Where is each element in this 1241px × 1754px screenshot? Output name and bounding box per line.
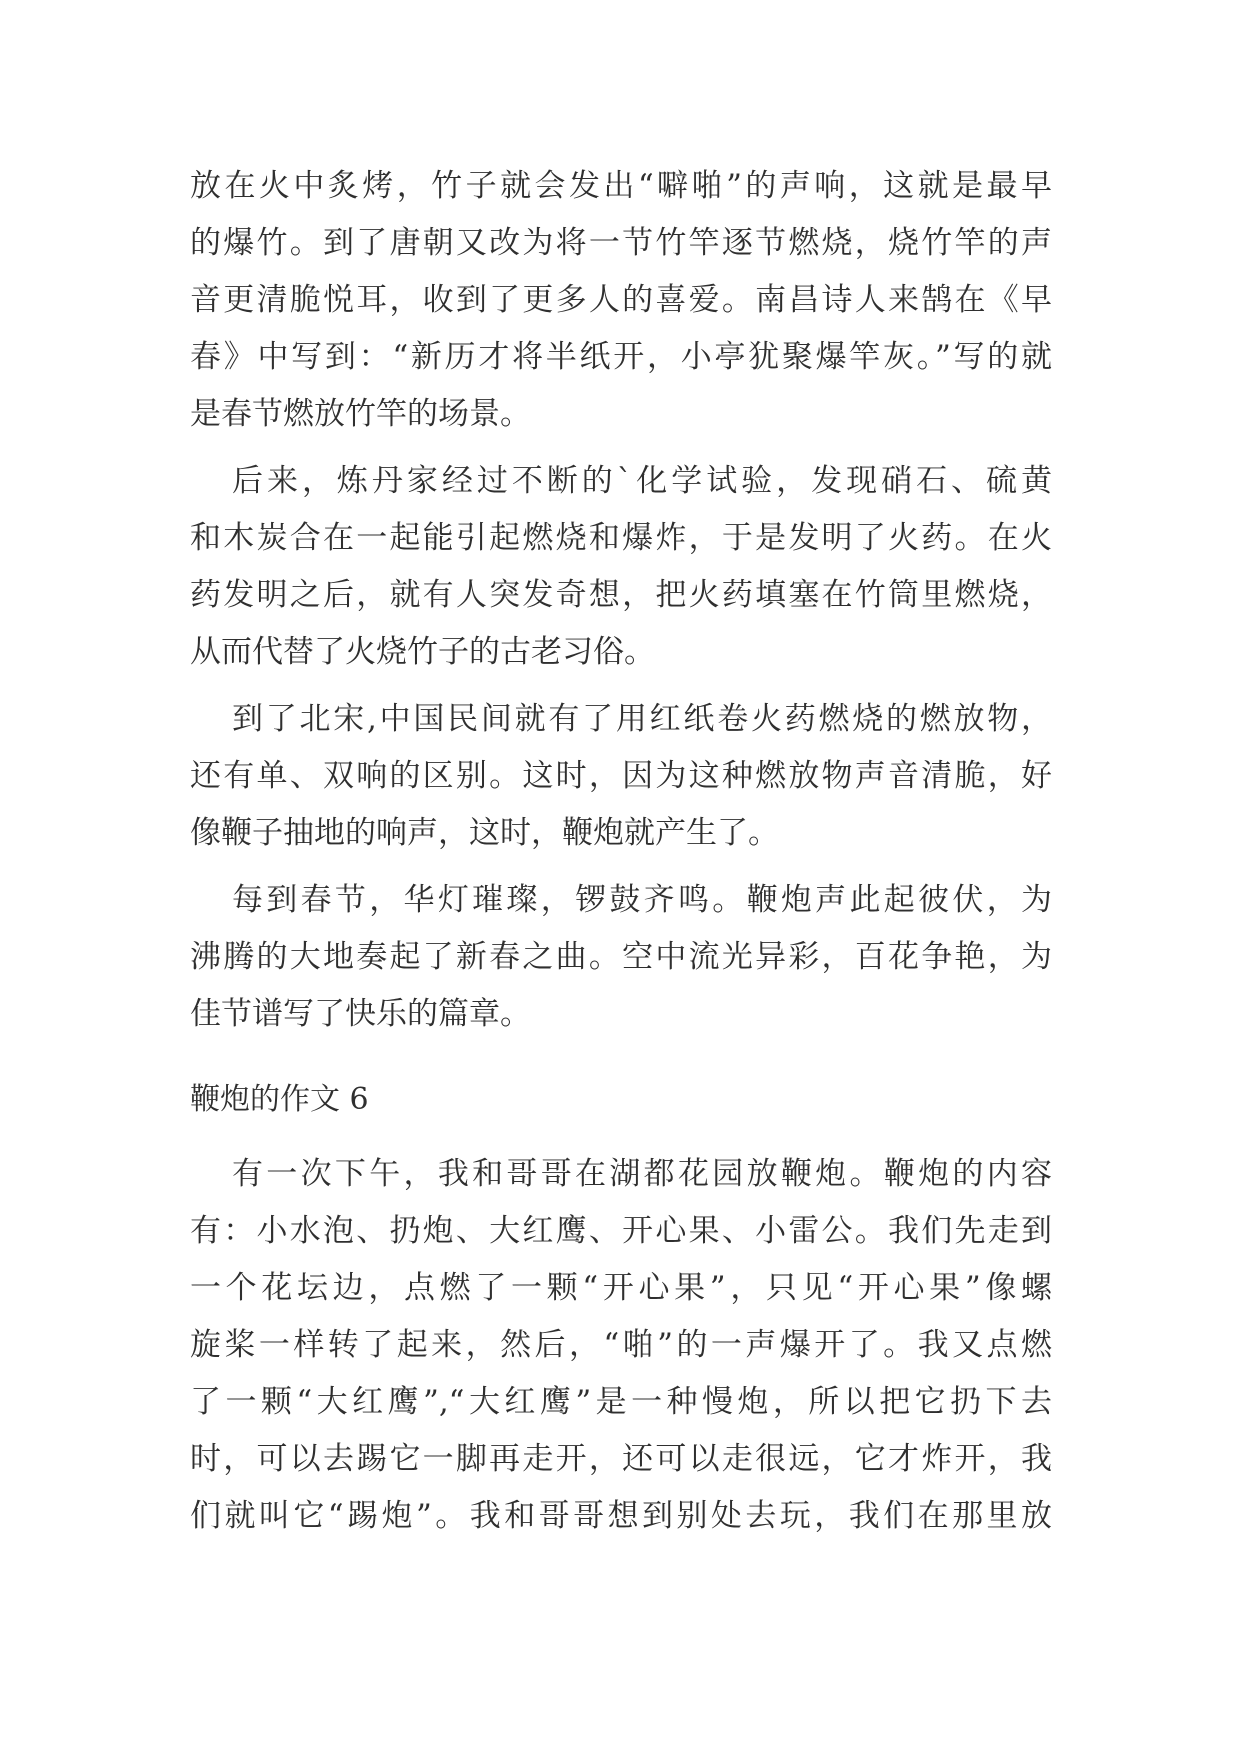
text-line: 音更清脆悦耳，收到了更多人的喜爱。南昌诗人来鹄在《早 [190,282,1052,318]
text-line: 每到春节，华灯璀璨，锣鼓齐鸣。鞭炮声此起彼伏，为 [232,882,1052,918]
text-line: 一个花坛边，点燃了一颗“开心果”，只见“开心果”像螺 [190,1270,1052,1306]
text-line: 药发明之后，就有人突发奇想，把火药填塞在竹筒里燃烧， [190,577,1052,613]
text-line: 有：小水泡、扔炮、大红鹰、开心果、小雷公。我们先走到 [190,1213,1052,1249]
paragraph [190,872,1052,1043]
section-heading: 鞭炮的作文 6 [190,1082,369,1117]
text-line: 春》中写到：“新历才将半纸开，小亭犹聚爆竿灰。”写的就 [190,339,1052,375]
text-line: 佳节谱写了快乐的篇章。 [190,996,531,1032]
text-line: 时，可以去踢它一脚再走开，还可以走很远，它才炸开，我 [190,1441,1052,1477]
text-line: 后来，炼丹家经过不断的`化学试验，发现硝石、硫黄 [232,463,1052,499]
text-line: 到了北宋,中国民间就有了用红纸卷火药燃烧的燃放物， [232,701,1052,737]
text-line: 的爆竹。到了唐朝又改为将一节竹竿逐节燃烧，烧竹竿的声 [190,225,1052,261]
text-line: 有一次下午，我和哥哥在湖都花园放鞭炮。鞭炮的内容 [232,1156,1052,1192]
text-line: 放在火中炙烤，竹子就会发出“噼啪”的声响，这就是最早 [190,168,1052,204]
paragraph [190,158,1052,443]
text-line: 们就叫它“踢炮”。我和哥哥想到别处去玩，我们在那里放 [190,1498,1052,1534]
text-line: 旋桨一样转了起来，然后，“啪”的一声爆开了。我又点燃 [190,1327,1052,1363]
text-line: 像鞭子抽地的响声，这时，鞭炮就产生了。 [190,815,779,851]
text-line: 了一颗“大红鹰”,“大红鹰”是一种慢炮，所以把它扔下去 [190,1384,1052,1420]
text-line: 还有单、双响的区别。这时，因为这种燃放物声音清脆，好 [190,758,1052,794]
text-line: 从而代替了火烧竹子的古老习俗。 [190,634,655,670]
paragraph [190,453,1052,681]
text-line: 沸腾的大地奏起了新春之曲。空中流光异彩，百花争艳，为 [190,939,1052,975]
document-body [190,158,1052,1545]
text-line: 是春节燃放竹竿的场景。 [190,396,531,432]
paragraph [190,1146,1052,1545]
paragraph [190,691,1052,862]
text-line: 和木炭合在一起能引起燃烧和爆炸，于是发明了火药。在火 [190,520,1052,556]
